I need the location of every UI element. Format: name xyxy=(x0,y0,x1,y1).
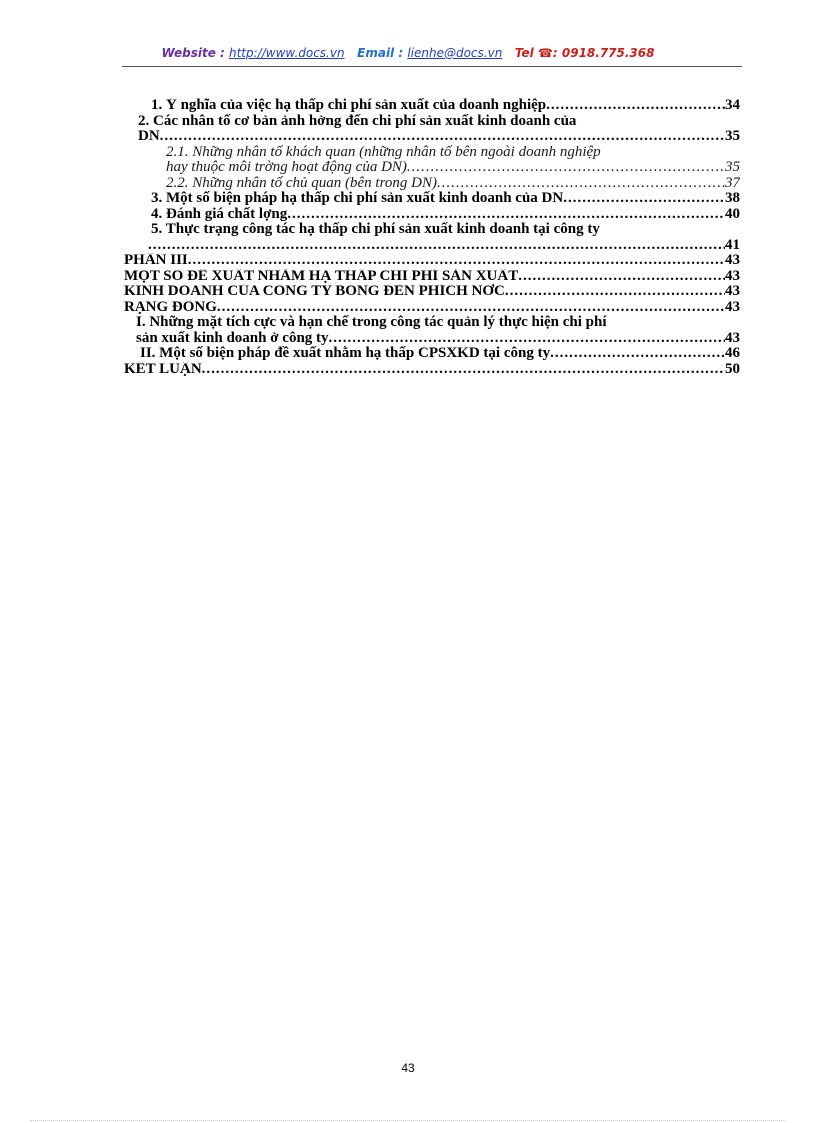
toc-entry[interactable]: 2.2. Những nhân tố chủ quan (bên trong DN) ..... 37 xyxy=(124,176,740,192)
toc-entry[interactable]: PHẦN III ..... 43 xyxy=(124,253,740,269)
toc-page-number: 43 xyxy=(725,268,740,284)
toc-entry[interactable]: KINH DOANH CỦA CÔNG TY BÓNG ĐÈN PHÍCH NỚC ..... 43 xyxy=(124,284,740,300)
page-header: Website : http://www.docs.vn Email : lienhe@docs.vn Tel ☎: 0918.775.368 xyxy=(161,46,655,60)
toc-page-number: 38 xyxy=(725,191,740,206)
bottom-divider xyxy=(30,1120,786,1121)
toc-page-number: 50 xyxy=(725,361,740,377)
toc-page-number: 43 xyxy=(725,299,740,315)
toc-page-number: 43 xyxy=(725,330,740,346)
toc-entry[interactable]: 2. Các nhân tố cơ bản ảnh hởng đến chi phí sản xuất kinh doanh của DN ..... 35 xyxy=(124,114,740,145)
toc-page-number: 34 xyxy=(725,98,740,113)
website-label: Website xyxy=(161,46,216,60)
toc-entry[interactable]: 4. Đánh giá chất lợng ..... 40 xyxy=(124,207,740,223)
toc-entry[interactable]: MỘT SỐ ĐỀ XUẤT NHẰM HẠ THẤP CHI PHÍ SẢN XUẤT ..... 43 xyxy=(124,269,740,285)
tel-number: : 0918.775.368 xyxy=(552,46,655,60)
email-label: Email xyxy=(357,46,395,60)
header-divider xyxy=(122,66,742,67)
toc-page-number: 46 xyxy=(725,346,740,361)
page-number: 43 xyxy=(401,1061,415,1075)
toc-page-number: 40 xyxy=(725,206,740,222)
toc-page-number: 41 xyxy=(725,237,740,253)
tel-label: Tel xyxy=(514,46,534,60)
toc-entry[interactable]: 3. Một số biện pháp hạ thấp chi phí sản xuất kinh doanh của DN ..... 38 xyxy=(124,191,740,207)
toc-entry[interactable]: I. Những mặt tích cực và hạn chế trong công tác quản lý thực hiện chi phí sản xuất kinh doanh ở công ty ..... 43 xyxy=(124,315,740,346)
website-link[interactable]: http://www.docs.vn xyxy=(229,46,345,60)
toc-page-number: 43 xyxy=(725,253,740,268)
toc-page-number: 43 xyxy=(725,284,740,299)
toc-entry-continuation[interactable] xyxy=(124,238,740,254)
table-of-contents xyxy=(124,98,740,377)
toc-page-number: 37 xyxy=(725,175,740,191)
phone-icon: ☎ xyxy=(537,46,553,60)
toc-entry[interactable]: 1. Ý nghĩa của việc hạ thấp chi phí sản xuất của doanh nghiệp ..... 34 xyxy=(124,98,740,114)
toc-page-number: 35 xyxy=(725,160,740,175)
email-link[interactable]: lienhe@docs.vn xyxy=(407,46,503,60)
toc-entry[interactable]: II. Một số biện pháp đề xuất nhằm hạ thấp CPSXKD tại công ty ..... 46 xyxy=(124,346,740,362)
toc-entry[interactable]: 5. Thực trạng công tác hạ thấp chi phí sản xuất kinh doanh tại công ty xyxy=(151,221,600,237)
toc-page-number: 35 xyxy=(725,129,740,144)
toc-entry[interactable]: KẾT LUẬN ..... 50 xyxy=(124,362,740,378)
toc-entry[interactable]: 2.1. Những nhân tố khách quan (những nhân tố bên ngoài doanh nghiệp hay thuộc môi trờng hoạt động của DN) ..... 35 xyxy=(124,145,740,176)
toc-entry[interactable]: RẠNG ĐÔNG ..... 43 xyxy=(124,300,740,316)
